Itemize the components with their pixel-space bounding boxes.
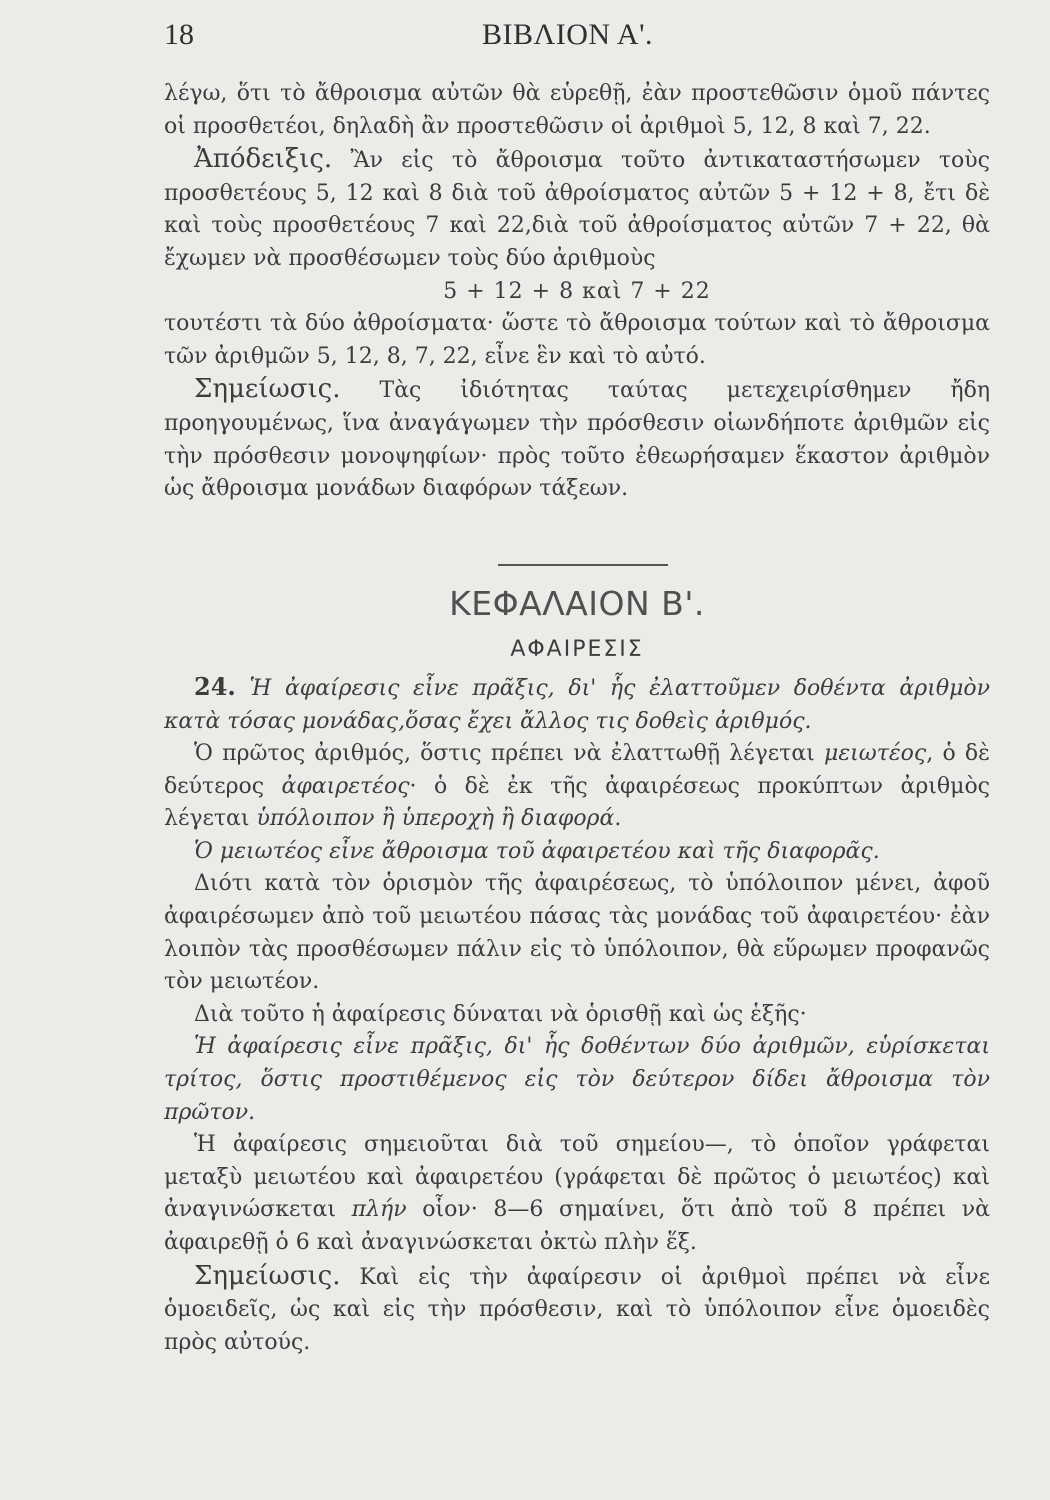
paragraph-intro: λέγω, ὅτι τὸ ἄθροισμα αὐτῶν θὰ εὑρεθῇ, ἐὰν προστεθῶσιν ὁμοῦ πάντες οἱ προσθετέοι, δηλαδὴ ἂν προστεθῶσιν οἱ ἀριθμοὶ 5, 12, 8 καὶ 7, 22. bbox=[164, 81, 990, 139]
proof-heading: Ἀπόδειξις. bbox=[194, 144, 333, 175]
paragraph-rule: Ὁ μειωτέος εἶνε ἄθροισμα τοῦ ἀφαιρετέου καὶ τῆς διαφορᾶς. bbox=[194, 838, 880, 864]
paragraph-proof bbox=[164, 143, 990, 275]
running-title: ΒΙΒΛΙΟΝ Α'. bbox=[482, 18, 653, 51]
definition-1-text: Ἡ ἀφαίρεσις εἶνε πρᾶξις, δι' ἧς ἐλαττοῦμεν δοθέντα ἀριθμὸν κατὰ τόσας μονάδας,ὅσας ἔχει ἄλλος τις δοθεὶς ἀριθμός. bbox=[164, 675, 990, 734]
chapter-title: ΚΕΦΑΛΑΙΟΝ Β'. bbox=[449, 583, 705, 623]
note-1-text: Τὰς ἰδιότητας ταύτας μετεχειρίσθημεν ἤδη προηγουμένως, ἵνα ἀναγάγωμεν τὴν πρόσθεσιν οἱωνδήποτε ἀριθμῶν εἰς τὴν πρόσθεσιν μονοψηφίων· πρὸς τοῦτο ἐθεωρήσαμεν ἕκαστον ἀριθμὸν ὡς ἄθροισμα μονάδων διαφόρων τάξεων. bbox=[164, 378, 990, 502]
paragraph-note-2 bbox=[164, 1260, 990, 1360]
term-plin: πλήν bbox=[351, 1197, 407, 1223]
notation-text-1: Ἡ ἀφαίρεσις σημειοῦται διὰ τοῦ σημείου—, τὸ ὁποῖον γράφεται μεταξὺ μειωτέου καὶ ἀφαιρετέου (γράφεται δὲ πρῶτος ὁ μειωτέος) καὶ ἀναγινώσκεται bbox=[164, 1132, 990, 1223]
paragraph-notation bbox=[164, 1129, 990, 1259]
terms-text-2: , ὁ δὲ δεύτερος bbox=[164, 741, 990, 799]
term-subtrahend: ἀφαιρετέος bbox=[281, 773, 410, 799]
paragraph-note-1 bbox=[164, 373, 990, 505]
page-number: 18 bbox=[164, 18, 194, 51]
terms-text-3: · ὁ δὲ ἐκ τῆς ἀφαιρέσεως προκύπτων ἀριθμὸς λέγεται bbox=[164, 773, 991, 832]
notation-text-2: οἷον· 8—6 σημαίνει, ὅτι ἀπὸ τοῦ 8 πρέπει νὰ ἀφαιρεθῇ ὁ 6 καὶ ἀναγινώσκεται ὀκτὼ πλὴν ἕξ. bbox=[164, 1197, 990, 1255]
note-1-heading: Σημείωσις. bbox=[194, 374, 341, 405]
page-body bbox=[164, 78, 990, 1359]
proof-conclusion: τουτέστι τὰ δύο ἀθροίσματα· ὥστε τὸ ἄθροισμα τούτων καὶ τὸ ἄθροισμα τῶν ἀριθμῶν 5, 12, 8, 7, 22, εἶνε ἓν καὶ τὸ αὐτό. bbox=[164, 311, 990, 369]
page-header bbox=[164, 18, 990, 58]
section-number: 24. bbox=[194, 671, 236, 701]
paragraph-alt-definition-intro: Διὰ τοῦτο ἡ ἀφαίρεσις δύναται νὰ ὁρισθῇ καὶ ὡς ἑξῆς· bbox=[194, 1001, 807, 1027]
section-divider bbox=[498, 564, 668, 566]
proof-text: Ἂν εἰς τὸ ἄθροισμα τοῦτο ἀντικαταστήσωμεν τοὺς προσθετέους 5, 12 καὶ 8 διὰ τοῦ ἀθροίσματος αὐτῶν 5 + 12 + 8, ἔτι δὲ καὶ τοὺς προσθετέους 7 καὶ 22,διὰ τοῦ ἀθροίσματος αὐτῶν 7 + 22, θὰ ἔχωμεν νὰ προσθέσωμεν τοὺς δύο ἀριθμοὺς bbox=[164, 148, 990, 271]
paragraph-dioti: Διότι κατὰ τὸν ὁρισμὸν τῆς ἀφαιρέσεως, τὸ ὑπόλοιπον μένει, ἀφοῦ ἀφαιρέσωμεν ἀπὸ τοῦ μειωτέου πάσας τὰς μονάδας τοῦ ἀφαιρετέου· ἐὰν λοιπὸν τὰς προσθέσωμεν πάλιν εἰς τὸ ὑπόλοιπον, θὰ εὕρωμεν προφανῶς τὸν μειωτέον. bbox=[164, 871, 990, 995]
section-title: ΑΦΑΙΡΕΣΙΣ bbox=[510, 637, 644, 663]
paragraph-definition-1 bbox=[164, 671, 990, 738]
paragraph-terms bbox=[164, 738, 990, 836]
proof-formula: 5 + 12 + 8 καὶ 7 + 22 bbox=[443, 278, 711, 304]
paragraph-definition-2: Ἡ ἀφαίρεσις εἶνε πρᾶξις, δι' ἧς δοθέντων δύο ἀριθμῶν, εὑρίσκεται τρίτος, ὅστις προστιθέμενος εἰς τὸν δεύτερον δίδει ἄθροισμα τὸν πρῶτον. bbox=[164, 1034, 990, 1125]
terms-text-4: . bbox=[614, 806, 622, 832]
terms-text-1: Ὁ πρῶτος ἀριθμός, ὅστις πρέπει νὰ ἐλαττωθῇ λέγεται bbox=[194, 741, 825, 767]
term-remainder: ὑπόλοιπον ἢ ὑπεροχὴ ἢ διαφορά bbox=[256, 806, 615, 832]
note-2-text: Καὶ εἰς τὴν ἀφαίρεσιν οἱ ἀριθμοὶ πρέπει νὰ εἶνε ὁμοειδεῖς, ὡς καὶ εἰς τὴν πρόσθεσιν, καὶ τὸ ὑπόλοιπον εἶνε ὁμοειδὲς πρὸς αὐτούς. bbox=[164, 1264, 990, 1355]
note-2-heading: Σημείωσις. bbox=[194, 1260, 341, 1291]
term-minuend: μειωτέος bbox=[824, 741, 927, 767]
